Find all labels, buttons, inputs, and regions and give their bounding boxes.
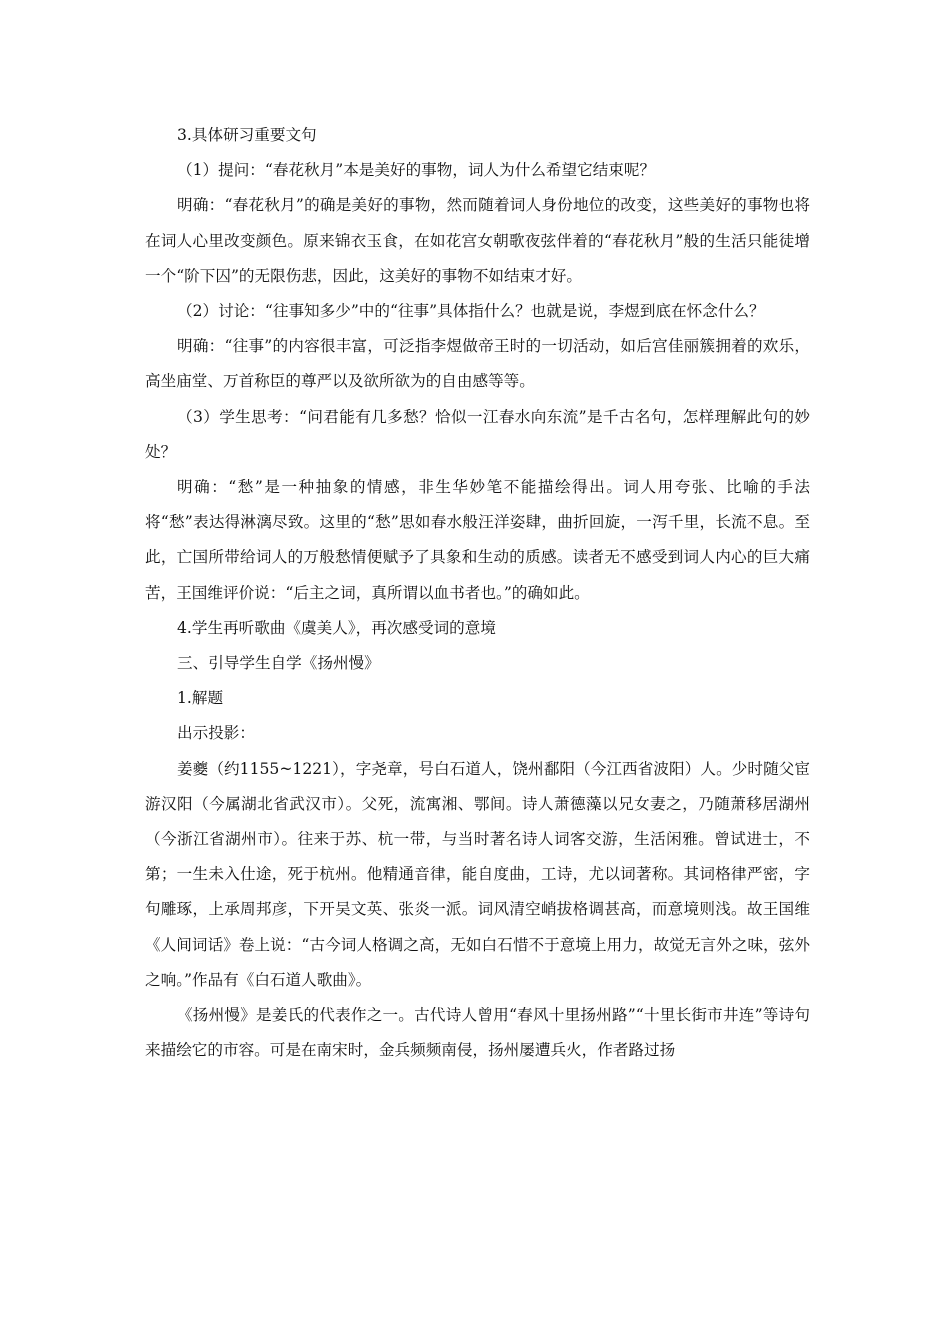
answer-2: 明确：“往事”的内容很丰富，可泛指李煜做帝王时的一切活动，如后宫佳丽簇拥着的欢乐，高坐庙堂、万首称臣的尊严以及欲所欲为的自由感等等。: [145, 337, 810, 391]
poem-intro: 《扬州慢》是姜氏的代表作之一。古代诗人曾用“春风十里扬州路”“十里长街市井连”等诗句来描绘它的市容。可是在南宋时，金兵频频南侵，扬州屡遭兵火，作者路过扬: [145, 1006, 810, 1060]
answer-3: 明确：“愁”是一种抽象的情感，非生华妙笔不能描绘得出。词人用夸张、比喻的手法将“愁”表达得淋漓尽致。这里的“愁”思如春水般汪洋姿肆，曲折回旋，一泻千里，长流不息。至此，亡国所带给词人的万般愁情便赋予了具象和生动的质感。读者无不感受到词人内心的巨大痛苦，王国维评价说：“后主之词，真所谓以血书者也。”的确如此。: [145, 478, 810, 602]
section-heading-3: 3.具体研习重要文句: [177, 126, 317, 144]
question-3: （3）学生思考：“问君能有几多愁？恰似一江春水向东流”是千古名句，怎样理解此句的妙处？: [145, 407, 810, 461]
answer-1: 明确：“春花秋月”的确是美好的事物，然而随着词人身份地位的改变，这些美好的事物也将在词人心里改变颜色。原来锦衣玉食，在如花宫女朝歌夜弦伴着的“春花秋月”般的生活只能徒增一个“阶下囚”的无限伤悲，因此，这美好的事物不如结束才好。: [145, 196, 810, 285]
section-heading-4: 4.学生再听歌曲《虞美人》，再次感受词的意境: [177, 618, 496, 637]
question-2: （2）讨论：“往事知多少”中的“往事”具体指什么？也就是说，李煜到底在怀念什么？: [177, 302, 765, 321]
part-heading-3: 三、引导学生自学《扬州慢》: [177, 654, 380, 673]
projection-label: 出示投影：: [177, 724, 255, 743]
subheading-jieti: 1.解题: [177, 689, 224, 708]
question-1: （1）提问：“春花秋月”本是美好的事物，词人为什么希望它结束呢？: [177, 161, 656, 180]
document-body: [145, 118, 810, 1068]
author-bio: 姜夔（约1155~1221），字尧章，号白石道人，饶州鄱阳（今江西省波阳）人。少时随父宦游汉阳（今属湖北省武汉市）。父死，流寓湘、鄂间。诗人萧德藻以兄女妻之，乃随萧移居湖州（今浙江省湖州市）。往来于苏、杭一带，与当时著名诗人词客交游，生活闲雅。曾试进士，不第；一生未入仕途，死于杭州。他精通音律，能自度曲，工诗，尤以词著称。其词格律严密，字句雕琢，上承周邦彦，下开吴文英、张炎一派。词风清空峭拔格调甚高，而意境则浅。故王国维《人间词话》卷上说：“古今词人格调之高，无如白石惜不于意境上用力，故觉无言外之味，弦外之响。”作品有《白石道人歌曲》。: [145, 759, 810, 989]
